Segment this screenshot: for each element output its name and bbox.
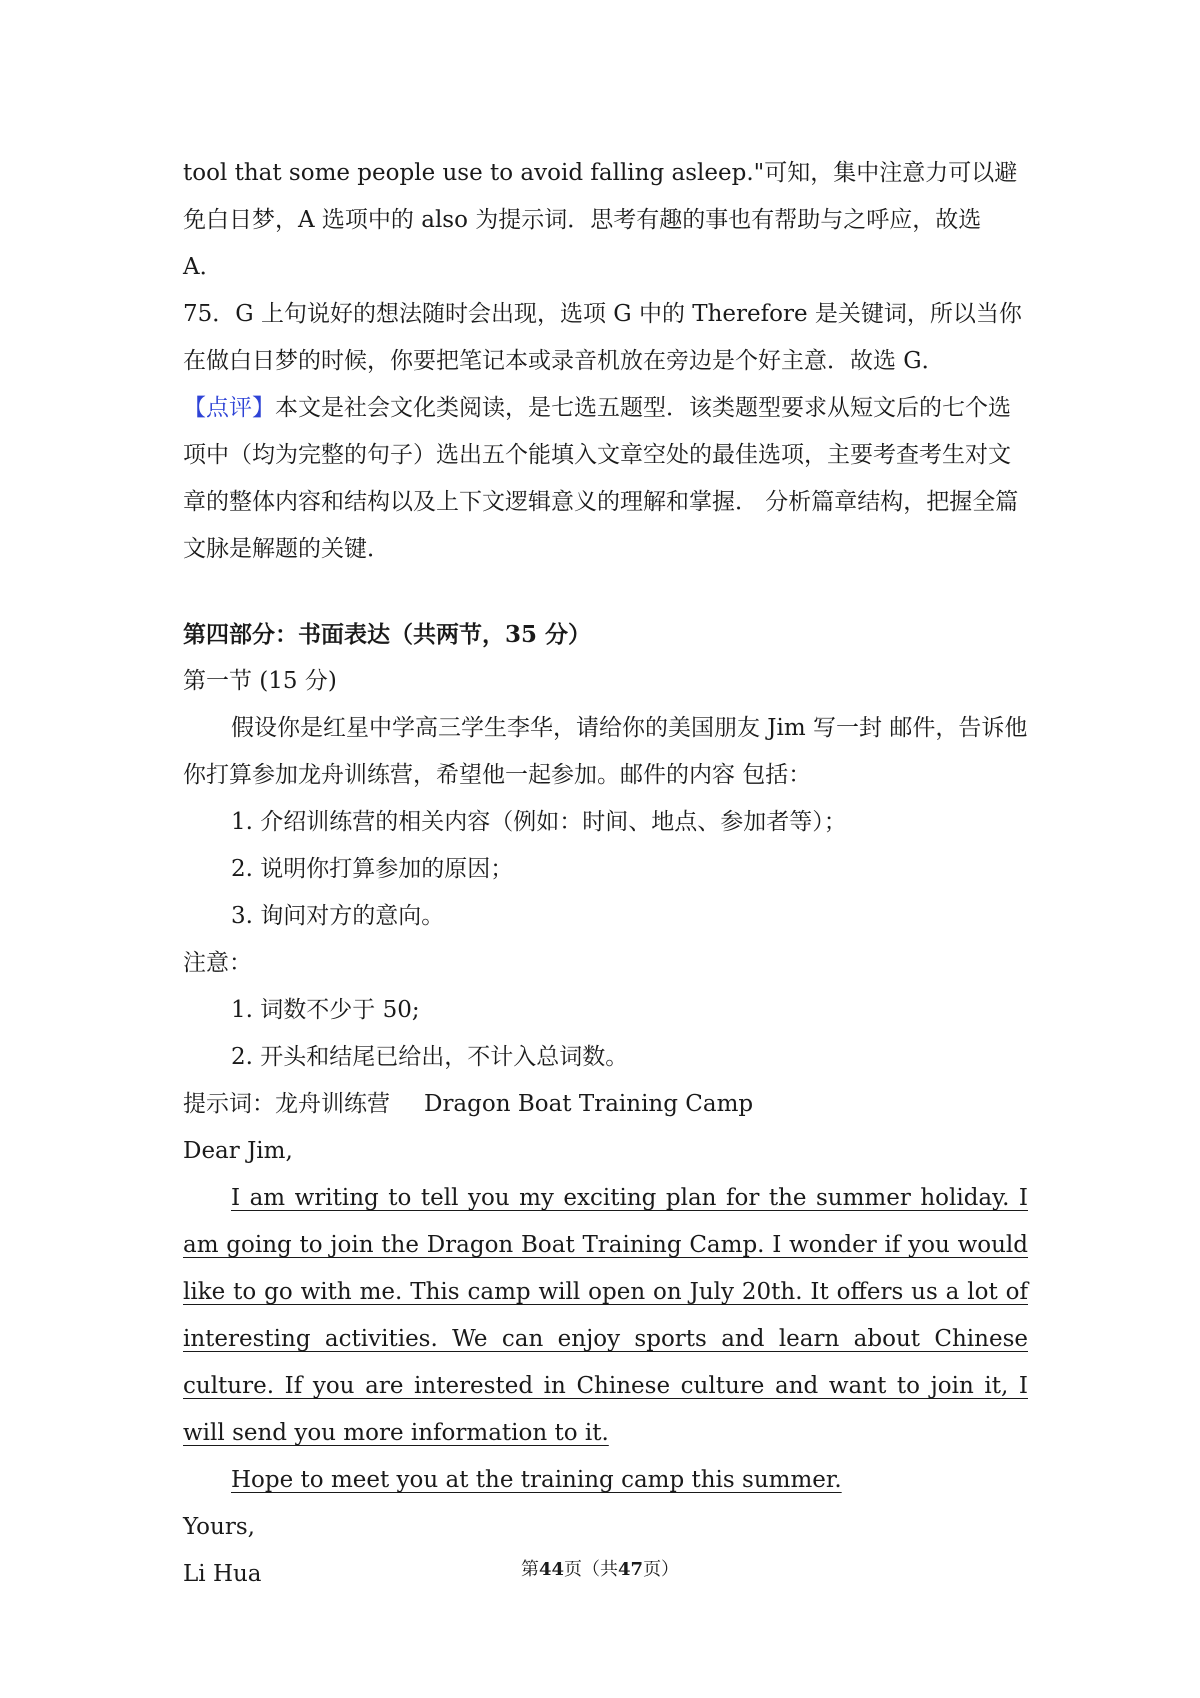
part4-heading: 第四部分：书面表达（共两节，35 分） (183, 621, 592, 648)
footer-total-pages: 47 (618, 1559, 644, 1580)
letter-closing-text: Hope to meet you at the training camp this summer. (231, 1467, 842, 1493)
footer-prefix: 第 (520, 1559, 539, 1580)
letter-closing (183, 1457, 1028, 1504)
page-content (183, 150, 1028, 1598)
letter-signoff: Yours, (183, 1514, 255, 1540)
page-footer (0, 1557, 1200, 1583)
notes-label: 注意： (183, 950, 252, 976)
writing-prompt: 假设你是红星中学高三学生李华，请给你的美国朋友 Jim 写一封 邮件，告诉他你打算参加龙舟训练营，希望他一起参加。邮件的内容 包括： (183, 715, 1028, 788)
content-point-2: 2. 说明你打算参加的原因； (231, 856, 514, 882)
footer-middle: 页（共 (564, 1559, 618, 1580)
section1-heading: 第一节 (15 分) (183, 668, 337, 694)
keywords-label: 提示词：龙舟训练营 (183, 1091, 390, 1117)
letter-name: Li Hua (183, 1561, 262, 1587)
content-point-1: 1. 介绍训练营的相关内容（例如：时间、地点、参加者等）； (231, 809, 847, 835)
letter-body (183, 1175, 1028, 1457)
keywords-term: Dragon Boat Training Camp (424, 1091, 754, 1117)
footer-page-number: 44 (538, 1559, 564, 1580)
content-point-3: 3. 询问对方的意向。 (231, 903, 445, 929)
note-2: 2. 开头和结尾已给出，不计入总词数。 (231, 1044, 629, 1070)
comment-tag: 【点评】 (183, 395, 275, 421)
keywords-line (183, 1081, 1028, 1128)
letter-body-text: I am writing to tell you my exciting plan for the summer holiday. I am going to join the Dragon Boat Training Camp. I wonder if you would like to go with me. This camp will open on July 20th. It offers us a lot of interesting activities. We can enjoy sports and learn about Chinese culture. If you are interested in Chinese culture and want to join it, I will send you more information to it. (183, 1185, 1028, 1446)
analysis-paragraph-1: tool that some people use to avoid falling asleep."可知，集中注意力可以避免白日梦，A 选项中的 also 为提示词．思考有趣的事也有帮助与之呼应，故选 A． (183, 160, 1018, 280)
footer-suffix: 页） (643, 1559, 680, 1580)
comment-text: 本文是社会文化类阅读，是七选五题型．该类题型要求从短文后的七个选项中（均为完整的句子）选出五个能填入文章空处的最佳选项，主要考查考生对文章的整体内容和结构以及上下文逻辑意义的理解和掌握． 分析篇章结构，把握全篇文脉是解题的关键． (183, 395, 1019, 562)
comment-paragraph (183, 385, 1028, 573)
letter-greeting: Dear Jim, (183, 1138, 293, 1164)
note-1: 1. 词数不少于 50; (231, 997, 420, 1023)
analysis-paragraph-75: 75．G 上句说好的想法随时会出现，选项 G 中的 Therefore 是关键词，所以当你在做白日梦的时候，你要把笔记本或录音机放在旁边是个好主意．故选 G． (183, 301, 1022, 374)
